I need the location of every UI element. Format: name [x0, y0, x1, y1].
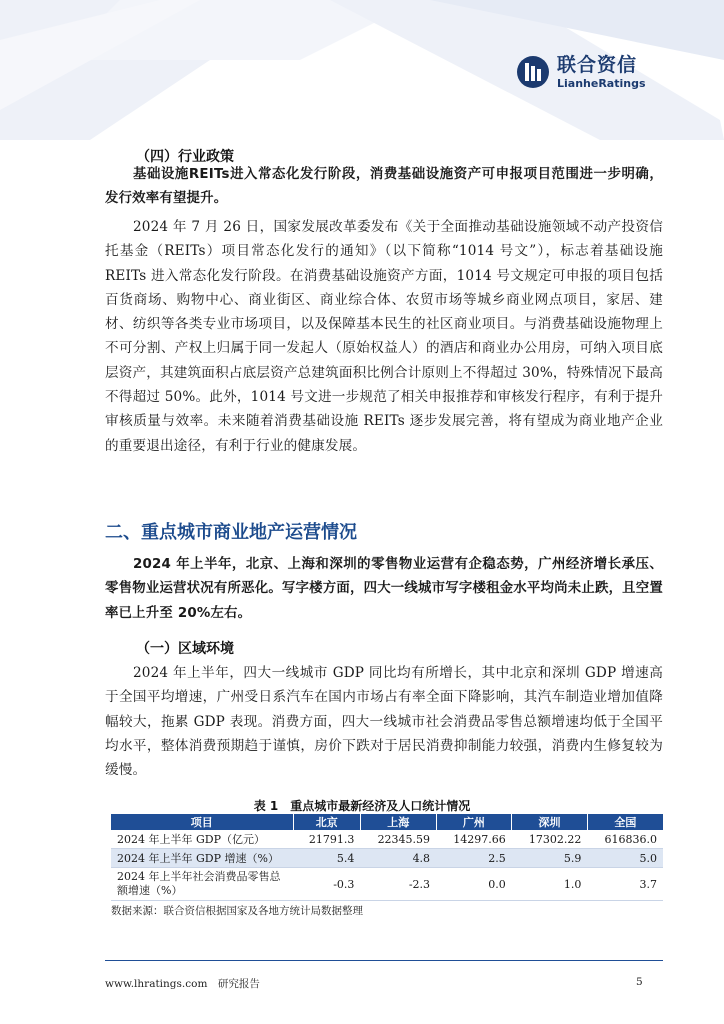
table-cell: 616836.0: [587, 830, 663, 849]
table-cell: 2.5: [436, 849, 512, 868]
table-cell: 4.8: [360, 849, 436, 868]
city-stats-table: [111, 814, 663, 901]
table-header: 上海: [360, 814, 436, 830]
table-cell: 5.4: [293, 849, 360, 868]
table-source-note: 数据来源：联合资信根据国家及各地方统计局数据整理: [111, 905, 363, 917]
section-heading-policy: （四）行业政策: [136, 149, 234, 165]
table-cell: -0.3: [293, 868, 360, 901]
footer-site: www.lhratings.com 研究报告: [105, 978, 260, 990]
lianhe-logo-icon: [516, 55, 550, 89]
table-cell: 17302.22: [512, 830, 588, 849]
policy-lead-paragraph: 基础设施REITs进入常态化发行阶段，消费基础设施资产可申报项目范围进一步明确，发行效率有望提升。: [105, 167, 663, 207]
table-cell: 5.9: [512, 849, 588, 868]
brand-name-en: LianheRatings: [557, 77, 646, 90]
table-cell: 3.7: [587, 868, 663, 901]
table-header-row: [111, 814, 663, 830]
table-row: [111, 849, 663, 868]
operations-lead-paragraph: 2024 年上半年，北京、上海和深圳的零售物业运营有企稳态势，广州经济增长承压、零售物业运营状况有所恶化。写字楼方面，四大一线城市写字楼租金水平均尚未止跌，且空置率已上升至 20%左右。: [105, 557, 663, 621]
page-number: 5: [636, 976, 643, 988]
brand-name-cn: 联合资信: [557, 54, 638, 76]
table-header: 北京: [293, 814, 360, 830]
section-heading-region: （一）区域环境: [136, 641, 234, 657]
table-header: 项目: [111, 814, 293, 830]
table-header: 全国: [587, 814, 663, 830]
table-cell: 21791.3: [293, 830, 360, 849]
table-cell: 0.0: [436, 868, 512, 901]
row-label: 2024 年上半年社会消费品零售总额增速（%）: [111, 868, 293, 901]
table-cell: 22345.59: [360, 830, 436, 849]
table-cell: -2.3: [360, 868, 436, 901]
table-header: 广州: [436, 814, 512, 830]
table-header: 深圳: [512, 814, 588, 830]
row-label: 2024 年上半年 GDP 增速（%）: [111, 849, 293, 868]
table-caption: 表 1 重点城市最新经济及人口统计情况: [253, 799, 471, 813]
section-heading-operations: 二、重点城市商业地产运营情况: [105, 522, 357, 543]
brand-logo: [516, 54, 646, 90]
table-cell: 1.0: [512, 868, 588, 901]
table-cell: 14297.66: [436, 830, 512, 849]
policy-body-paragraph: 2024 年 7 月 26 日，国家发展改革委发布《关于全面推动基础设施领域不动产投资信托基金（REITs）项目常态化发行的通知》（以下简称“1014 号文”），标志着基础设施 REITs 进入常态化发行阶段。在消费基础设施资产方面，1014 号文规定可申报的项目包括百货商场、购物中心、商业街区、商业综合体、农贸市场等城乡商业网点项目，家居、建材、纺织等各类专业市场项目，以及保障基本民生的社区商业项目。与消费基础设施物理上不可分割、产权上归属于同一发起人（原始权益人）的酒店和商业办公用房，可纳入项目底层资产，其建筑面积占底层资产总建筑面积比例合计原则上不得超过 30%，特殊情况下最高不得超过 50%。此外，1014 号文进一步规范了相关申报推荐和审核发行程序，有利于提升审核质量与效率。未来随着消费基础设施 REITs 逐步发展完善，将有望成为商业地产企业的重要退出途径，有利于行业的健康发展。: [105, 219, 663, 454]
region-body-paragraph: 2024 年上半年，四大一线城市 GDP 同比均有所增长，其中北京和深圳 GDP 增速高于全国平均增速，广州受日系汽车在国内市场占有率全面下降影响，其汽车制造业增加值降幅较大，拖累 GDP 表现。消费方面，四大一线城市社会消费品零售总额增速均低于全国平均水平，整体消费预期趋于谨慎，房价下跌对于居民消费抑制能力较强，消费内生修复较为缓慢。: [105, 665, 663, 779]
table-cell: 5.0: [587, 849, 663, 868]
row-label: 2024 年上半年 GDP（亿元）: [111, 830, 293, 849]
table-row: [111, 868, 663, 901]
footer-divider: [105, 960, 663, 961]
table-row: [111, 830, 663, 849]
